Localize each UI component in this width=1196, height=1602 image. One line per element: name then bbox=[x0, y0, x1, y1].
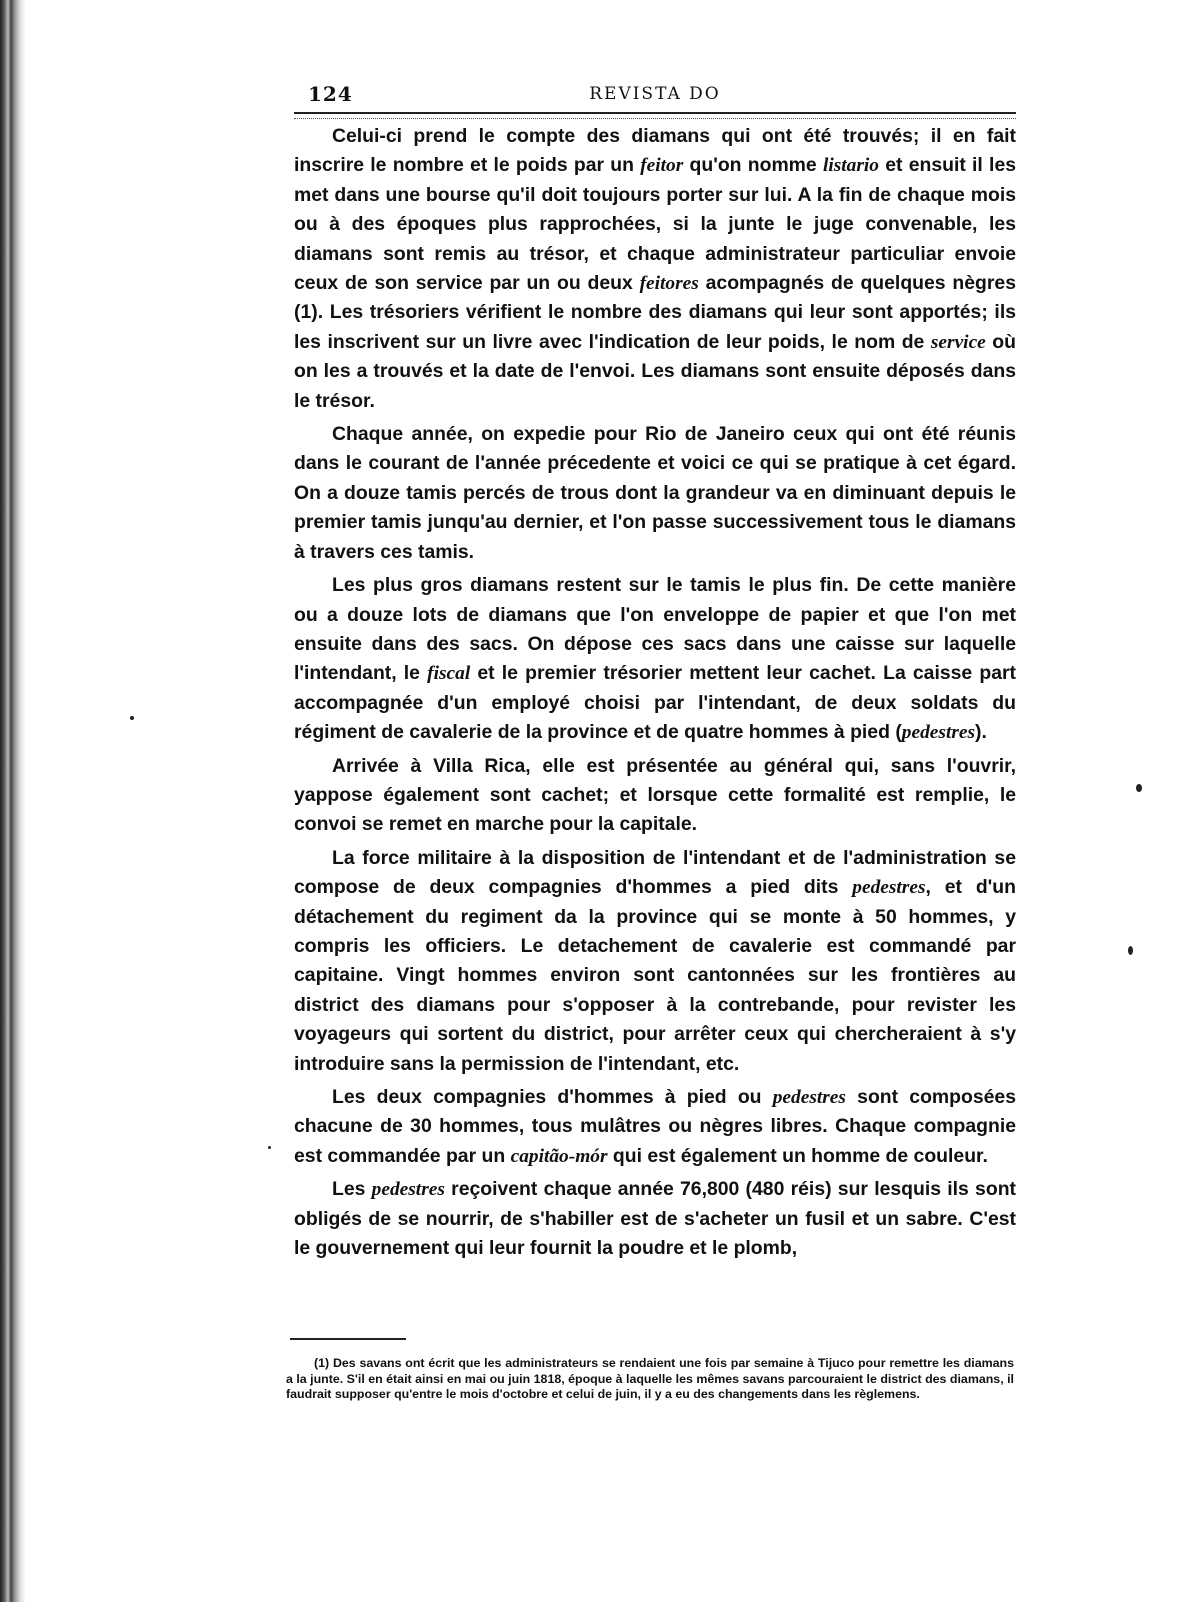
speck-mark bbox=[130, 716, 134, 720]
paragraph: Les plus gros diamans restent sur le tamis le plus fin. De cette manière ou a douze lots de diamans que l'on enveloppe de papier et que l'on met ensuite dans des sacs. On dépose ces sacs dans une caisse sur laquelle l'intendant, le fiscal et le premier trésorier mettent leur cachet. La caisse part accompagnée d'un employé choisi par l'intendant, de deux soldats du régiment de cavalerie de la province et de quatre hommes à pied (pedestres). bbox=[294, 574, 1016, 744]
speck-mark bbox=[268, 1146, 271, 1149]
page-number: 124 bbox=[308, 82, 353, 106]
speck-mark bbox=[1128, 946, 1133, 955]
paragraph: Arrivée à Villa Rica, elle est présentée au général qui, sans l'ouvrir, yappose également sont cachet; et lorsque cette formalité est remplie, le convoi se remet en marche pour la capitale. bbox=[294, 754, 1016, 836]
paragraph: Celui-ci prend le compte des diamans qui ont été trouvés; il en fait inscrire le nombre et le poids par un feitor qu'on nomme listario et ensuit il les met dans une bourse qu'il doit toujours porter sur lui. A la fin de chaque mois ou à des époques plus rapprochées, si la junte le juge convenable, les diamans sont remis au trésor, et chaque administrateur particuliar envoie ceux de son service par un ou deux feitores acompagnés de quelques nègres (1). Les trésoriers vérifient le nombre des diamans qui leur sont apportés; ils les inscrivent sur un livre avec l'indication de leur poids, le nom de service où on les a trouvés et la date de l'envoi. Les diamans sont ensuite déposés dans le trésor. bbox=[294, 125, 1017, 412]
paragraph: Chaque année, on expedie pour Rio de Janeiro ceux qui ont été réunis dans le courant de l'année précedente et voici ce qui se pratique à cet égard. On a douze tamis percés de trous dont la grandeur va en diminuant depuis le premier tamis junqu'au dernier, et l'on passe successivement tous le diamans à travers ces tamis. bbox=[294, 423, 1016, 563]
footnote bbox=[286, 1356, 1014, 1403]
footnote-rule bbox=[290, 1338, 406, 1340]
page bbox=[294, 78, 1016, 1267]
body-text bbox=[294, 122, 1016, 1263]
paragraph: Les deux compagnies d'hommes à pied ou pedestres sont composées chacune de 30 hommes, tous mulâtres ou nègres libres. Chaque compagnie est commandée par un capitão-mór qui est également un homme de couleur. bbox=[294, 1086, 1016, 1167]
page-header bbox=[294, 78, 1016, 114]
speck-mark bbox=[1136, 784, 1142, 792]
footnote-text: (1) Des savans ont écrit que les administrateurs se rendaient une fois par semaine à Tijuco pour remettre les diamans a la junte. S'il en était ainsi en mai ou juin 1818, époque à laquelle les mêmes savans parcouraient le district des diamans, il faudrait supposer qu'entre le mois d'octobre et celui de juin, il y a eu des changements dans les règlemens. bbox=[286, 1356, 1014, 1402]
header-rule bbox=[294, 112, 1016, 119]
paragraph: Les pedestres reçoivent chaque année 76,800 (480 réis) sur lesquis ils sont obligés de se nourrir, de s'habiller est de s'acheter un fusil et un sabre. C'est le gouvernement qui leur fournit la poudre et le plomb, bbox=[294, 1178, 1016, 1260]
running-title: REVISTA DO bbox=[589, 84, 721, 104]
paragraph: La force militaire à la disposition de l'intendant et de l'administration se compose de deux compagnies d'hommes a pied dits pedestres, et d'un détachement du regiment da la province qui se monte à 50 hommes, y compris les officiers. Le detachement de cavalerie est commandé par capitaine. Vingt hommes environ sont cantonnées sur les frontières au district des diamans pour s'opposer à la contrebande, pour revister les voyageurs qui sortent du district, pour arrêter ceux qui chercheraient à s'y introduire sans la permission de l'intendant, etc. bbox=[294, 846, 1016, 1075]
book-spine-edge bbox=[0, 0, 26, 1602]
